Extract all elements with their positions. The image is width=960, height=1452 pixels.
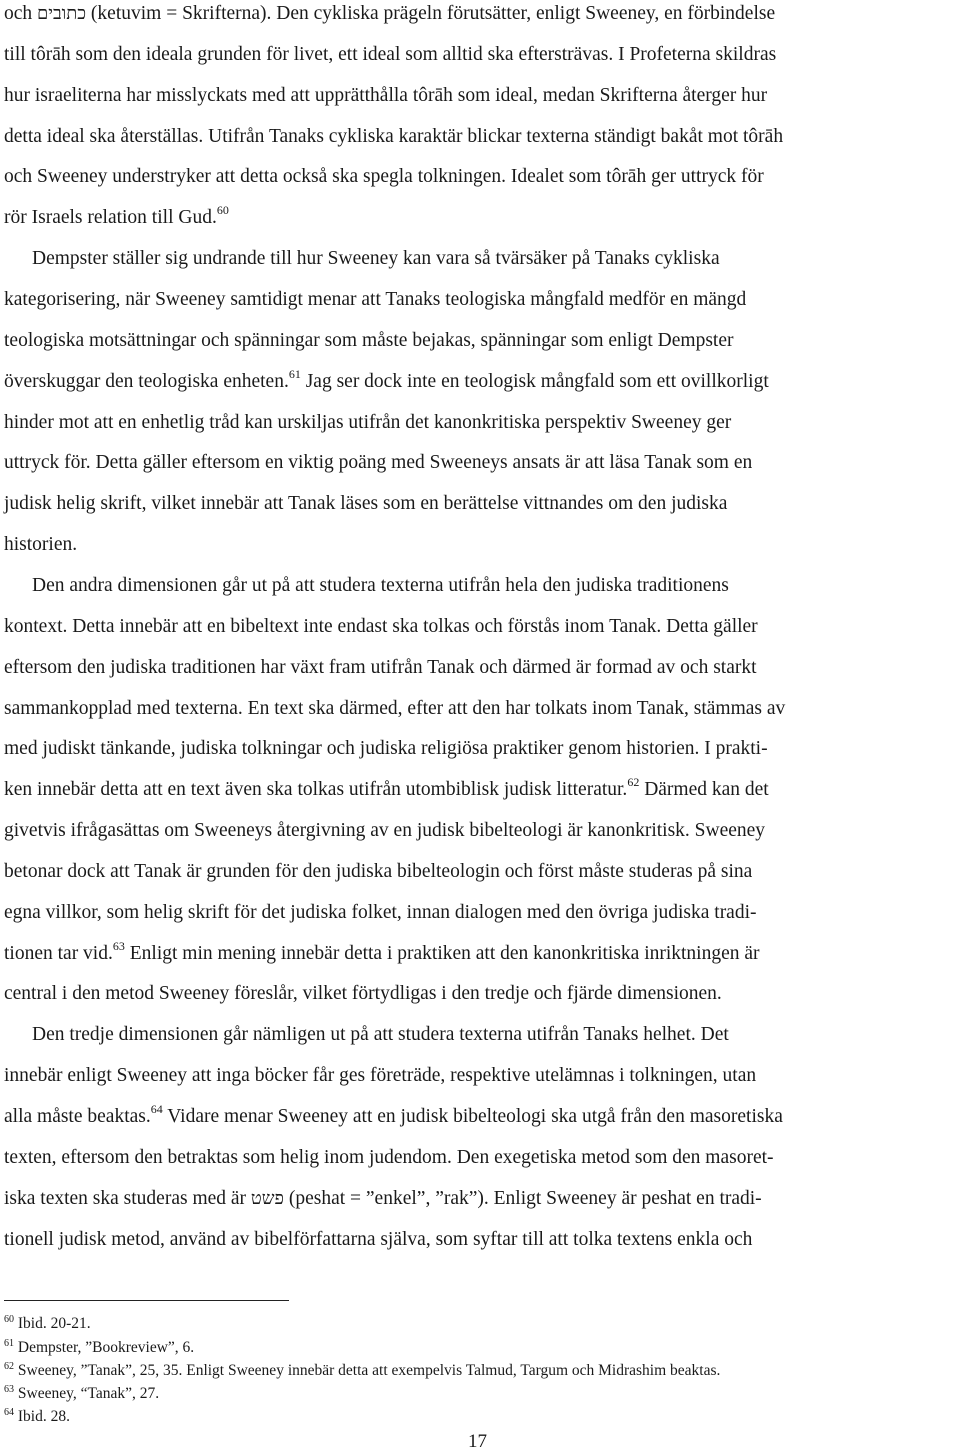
footnote-ref: 61 — [288, 366, 301, 381]
body-line — [4, 290, 746, 310]
body-line — [4, 984, 722, 1004]
text-run: betonar dock att Tanak är grunden för den judiska bibelteologin och först måste studeras på sina — [4, 860, 753, 882]
body-line — [4, 821, 765, 841]
body-line — [4, 4, 775, 24]
footnote — [4, 1316, 91, 1332]
body-line — [4, 1066, 756, 1086]
text-run: (ketuvim = Skrifterna). Den cykliska prägeln förutsätter, enligt Sweeney, en förbindelse — [86, 3, 776, 24]
text-run: historien. — [4, 534, 78, 556]
footnote-ref: 64 — [150, 1102, 163, 1116]
text-run: Enligt min mening innebär detta i praktiken att den kanonkritiska inriktningen är — [124, 942, 760, 964]
footnote-ref: 62 — [627, 775, 640, 790]
text-run: egna villkor, som helig skrift för det judiska folket, innan dialogen med den övriga judiska tradi- — [4, 901, 757, 923]
text-run: uttryck för. Detta gäller eftersom en viktig poäng med Sweeneys ansats är att läsa Tanak som en — [4, 452, 753, 474]
text-run: (peshat = ”enkel”, ”rak”). Enligt Sweeney är peshat en tradi- — [283, 1187, 762, 1209]
footnote-text: Dempster, ”Bookreview”, 6. — [14, 1339, 195, 1356]
body-line — [4, 45, 776, 65]
text-run: kategorisering, när Sweeney samtidigt menar att Tanaks teologiska mångfald medför en mängd — [4, 288, 747, 310]
text-run: hur israeliterna har misslyckats med att upprätthålla tôrāh som ideal, medan Skrifterna återger hur — [4, 84, 768, 106]
body-line — [4, 331, 733, 351]
footnote — [4, 1340, 194, 1356]
text-run: rör Israels relation till Gud. — [4, 207, 217, 229]
footnote-number: 60 — [4, 1314, 14, 1325]
body-line — [4, 1189, 762, 1209]
text-run: judisk helig skrift, vilket innebär att Tanak läses som en berättelse vittnandes om den judiska — [4, 493, 728, 515]
footnote-number: 61 — [4, 1338, 14, 1349]
text-run: teologiska motsättningar och spänningar som måste bejakas, spänningar som enligt Dempster — [4, 329, 734, 351]
body-line — [32, 576, 729, 596]
hebrew-word: פשט — [250, 1187, 284, 1209]
body-line — [4, 366, 769, 392]
footnote-number: 64 — [4, 1407, 14, 1418]
hebrew-word: כתובים — [37, 3, 87, 24]
footnote — [4, 1386, 159, 1402]
text-run: och Sweeney understryker att detta också ska spegla tolkningen. Idealet som tôrāh ger uttryck för — [4, 166, 764, 188]
text-run: Därmed kan det — [639, 779, 769, 801]
text-run: kontext. Detta innebär att en bibeltext inte endast ska tolkas och förstås inom Tanak. Detta gäller — [4, 615, 758, 637]
text-run: givetvis ifrågasättas om Sweeneys återgivning av en judisk bibelteologi är kanonkritisk. Sweeney — [4, 820, 766, 841]
body-line — [4, 535, 77, 555]
footnote-ref: 63 — [112, 938, 125, 953]
page-number: 17 — [468, 1431, 487, 1452]
text-run: iska texten ska studeras med är — [4, 1187, 251, 1209]
body-line — [32, 1025, 729, 1045]
text-run: med judiskt tänkande, judiska tolkningar och judiska religiösa praktiker genom historien. I prakti- — [4, 738, 768, 760]
text-run: sammankopplad med texterna. En text ska därmed, efter att den har tolkats inom Tanak, stämmas av — [4, 697, 786, 719]
text-run: Vidare menar Sweeney att en judisk bibelteologi ska utgå från den masoretiska — [162, 1106, 783, 1127]
text-run: hinder mot att en enhetlig tråd kan urskiljas utifrån det kanonkritiska perspektiv Sweeney ger — [4, 411, 732, 433]
body-line — [4, 413, 731, 433]
body-line — [4, 658, 757, 678]
body-line — [4, 1102, 783, 1127]
text-run: tionell judisk metod, använd av bibelförfattarna själva, som syftar till att tolka textens enkla och — [4, 1228, 753, 1250]
text-run: och — [4, 3, 38, 24]
body-line — [4, 127, 783, 147]
body-line — [4, 494, 727, 514]
footnote-text: Ibid. 20-21. — [14, 1315, 91, 1332]
footnote-number: 62 — [4, 1361, 14, 1372]
text-run: överskuggar den teologiska enheten. — [4, 370, 289, 392]
body-line — [32, 249, 720, 269]
text-run: Den tredje dimensionen går nämligen ut på att studera texterna utifrån Tanaks helhet. Det — [32, 1024, 729, 1046]
footnote-text: Sweeney, “Tanak”, 27. — [14, 1385, 160, 1402]
footnote-number: 63 — [4, 1384, 14, 1395]
body-line — [4, 775, 769, 801]
footnote — [4, 1363, 720, 1379]
text-run: innebär enligt Sweeney att inga böcker får ges företräde, respektive utelämnas i tolkningen, utan — [4, 1065, 757, 1087]
body-line — [4, 739, 768, 759]
text-run: eftersom den judiska traditionen har växt fram utifrån Tanak och därmed är formad av och starkt — [4, 656, 757, 678]
footnote-ref: 60 — [216, 203, 229, 218]
text-run: texten, eftersom den betraktas som helig inom judendom. Den exegetiska metod som den masoret- — [4, 1146, 774, 1168]
footnote-text: Sweeney, ”Tanak”, 25, 35. Enligt Sweeney innebär detta att exempelvis Talmud, Targum och Midrashim beaktas. — [14, 1362, 721, 1379]
text-run: ken innebär detta att en text även ska tolkas utifrån utombiblisk judisk litteratur. — [4, 779, 628, 801]
body-line — [4, 203, 229, 229]
body-line — [4, 1148, 774, 1168]
text-run: Den andra dimensionen går ut på att studera texterna utifrån hela den judiska traditionens — [32, 574, 729, 596]
body-line — [4, 1230, 752, 1250]
footnote-text: Ibid. 28. — [14, 1408, 70, 1425]
body-line — [4, 617, 758, 637]
footnote — [4, 1409, 70, 1425]
text-run: detta ideal ska återställas. Utifrån Tanaks cykliska karaktär blickar texterna ständigt bakåt mot tôrāh — [4, 125, 784, 147]
body-line — [4, 699, 785, 719]
body-line — [4, 167, 764, 187]
text-run: till tôrāh som den ideala grunden för livet, ett ideal som alltid ska eftersträvas. I Profeterna skildras — [4, 43, 777, 65]
body-line — [4, 938, 760, 964]
text-run: Dempster ställer sig undrande till hur Sweeney kan vara så tvärsäker på Tanaks cykliska — [32, 248, 720, 270]
body-line — [4, 903, 757, 923]
body-line — [4, 862, 752, 882]
body-line — [4, 86, 767, 106]
text-run: tionen tar vid. — [4, 942, 113, 964]
footnote-separator — [4, 1300, 289, 1301]
text-run: alla måste beaktas. — [4, 1106, 151, 1127]
body-line — [4, 453, 752, 473]
text-run: Jag ser dock inte en teologisk mångfald som ett ovillkorligt — [300, 370, 769, 392]
text-run: central i den metod Sweeney föreslår, vilket förtydligas i den tredje och fjärde dimensionen. — [4, 983, 722, 1005]
